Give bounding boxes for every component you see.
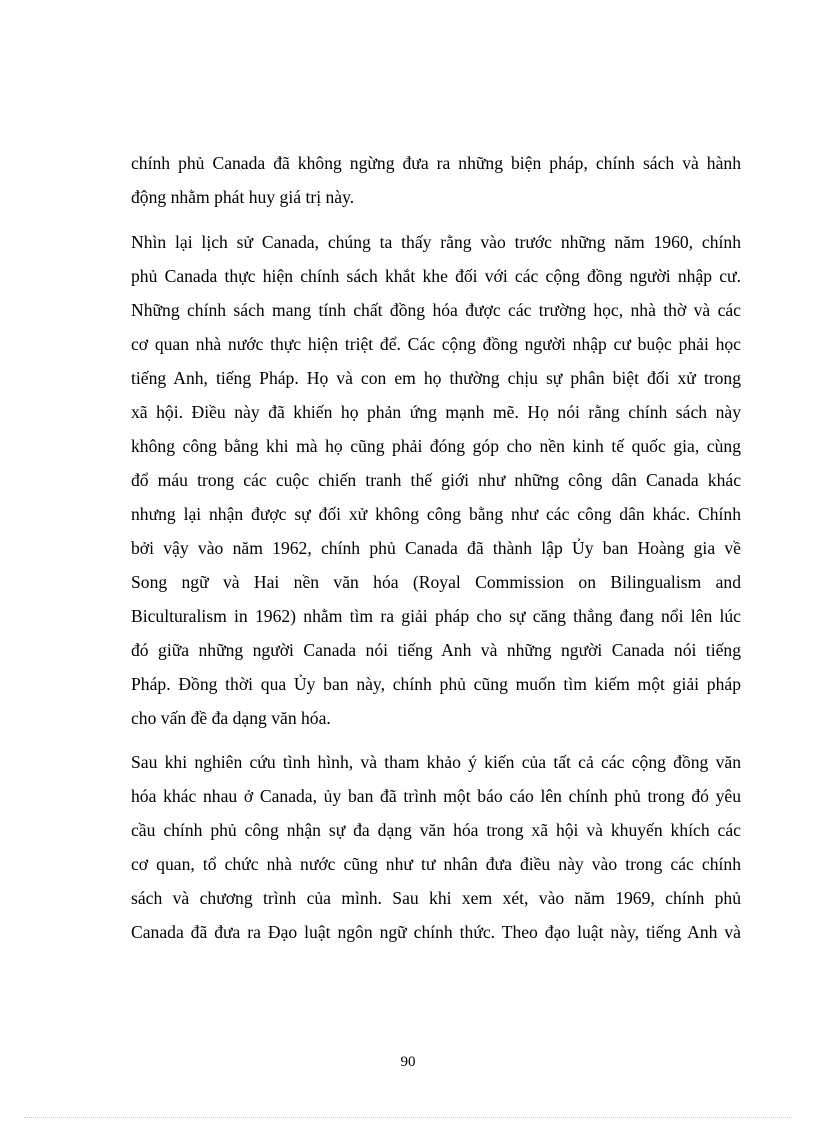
text-line: Pháp. Đồng thời qua Ủy ban này, chính phủ cũng muốn tìm kiếm một giải pháp (131, 674, 741, 694)
text-line: xã hội. Điều này đã khiến họ phản ứng mạnh mẽ. Họ nói rằng chính sách này (131, 402, 741, 422)
text-line: cơ quan, tổ chức nhà nước cũng như tư nhân đưa điều này vào trong các chính (131, 854, 741, 874)
text-line: sách và chương trình của mình. Sau khi xem xét, vào năm 1969, chính phủ (131, 888, 741, 908)
text-line: tiếng Anh, tiếng Pháp. Họ và con em họ thường chịu sự phân biệt đối xử trong (131, 368, 741, 388)
text-line: nhưng lại nhận được sự đối xử không công bằng như các công dân khác. Chính (131, 504, 741, 524)
text-line: chính phủ Canada đã không ngừng đưa ra những biện pháp, chính sách và hành (131, 153, 741, 173)
text-line: cho vấn đề đa dạng văn hóa. (131, 708, 331, 728)
text-line: cầu chính phủ công nhận sự đa dạng văn hóa trong xã hội và khuyến khích các (131, 820, 741, 840)
text-line: đó giữa những người Canada nói tiếng Anh và những người Canada nói tiếng (131, 640, 741, 660)
text-line: Sau khi nghiên cứu tình hình, và tham khảo ý kiến của tất cả các cộng đồng văn (131, 752, 741, 772)
page-number: 90 (400, 1054, 416, 1070)
text-line: Canada đã đưa ra Đạo luật ngôn ngữ chính thức. Theo đạo luật này, tiếng Anh và (131, 922, 741, 942)
text-line: không công bằng khi mà họ cũng phải đóng góp cho nền kinh tế quốc gia, cùng (131, 436, 741, 456)
text-line: phủ Canada thực hiện chính sách khắt khe đối với các cộng đồng người nhập cư. (131, 266, 741, 286)
text-line: động nhằm phát huy giá trị này. (131, 187, 355, 207)
text-line: cơ quan nhà nước thực hiện triệt để. Các cộng đồng người nhập cư buộc phải học (131, 334, 741, 354)
text-line: hóa khác nhau ở Canada, ủy ban đã trình một báo cáo lên chính phủ trong đó yêu (131, 786, 741, 806)
text-line: bởi vậy vào năm 1962, chính phủ Canada đã thành lập Ủy ban Hoàng gia về (131, 538, 741, 558)
page-bottom-divider (24, 1117, 792, 1118)
text-line: Biculturalism in 1962) nhằm tìm ra giải pháp cho sự căng thẳng đang nổi lên lúc (131, 606, 741, 626)
text-line: Song ngữ và Hai nền văn hóa (Royal Commission on Bilingualism and (131, 572, 741, 592)
text-line: đổ máu trong các cuộc chiến tranh thế giới như những công dân Canada khác (131, 470, 741, 490)
text-line: Nhìn lại lịch sử Canada, chúng ta thấy rằng vào trước những năm 1960, chính (131, 232, 741, 252)
text-line: Những chính sách mang tính chất đồng hóa được các trường học, nhà thờ và các (131, 300, 741, 320)
